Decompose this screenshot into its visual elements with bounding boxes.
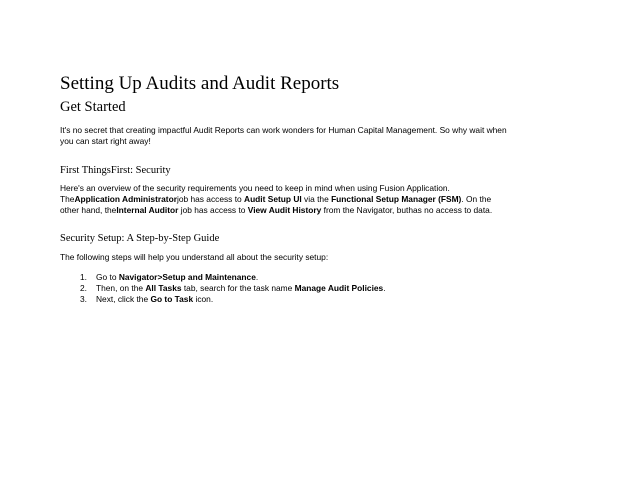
security-text-mid2: via the — [301, 194, 332, 205]
intro-line-1: It's no secret that creating impactful Audit Reports can work wonders for Human Capital Management. So why wait when — [60, 125, 507, 135]
target-view-audit-history: View Audit History — [247, 205, 322, 216]
security-text-mid3: . On the — [461, 194, 492, 205]
step-text: Next, click the — [96, 294, 151, 305]
step-number: 2. — [80, 283, 87, 294]
security-line-3-prefix: other hand, the — [60, 205, 117, 216]
intro-paragraph — [60, 125, 585, 147]
document-subtitle: Get Started — [60, 99, 126, 115]
step-text: . — [255, 272, 259, 282]
list-item — [80, 283, 386, 294]
step-text: Then, on the — [96, 283, 146, 294]
step-number: 1. — [80, 272, 87, 282]
document-title: Setting Up Audits and Audit Reports — [60, 73, 340, 94]
intro-line-2: you can start right away! — [60, 136, 151, 147]
step-text: tab, search for the task name — [181, 283, 295, 294]
role-internal-auditor: Internal Auditor — [116, 205, 179, 216]
step-emphasis: Navigator>Setup and Maintenance — [118, 272, 256, 282]
step-number: 3. — [80, 294, 87, 305]
step-emphasis: Go to Task — [150, 294, 194, 305]
setup-heading: Security Setup: A Step-by-Step Guide — [60, 233, 220, 244]
security-text-prefix: The — [60, 194, 75, 205]
list-item — [80, 272, 386, 283]
security-paragraph — [60, 183, 585, 217]
security-text-end: from the Navigator, buthas no access to data. — [321, 205, 493, 216]
role-application-administrator: Application Administrator — [74, 194, 177, 205]
security-text-mid1: job has access to — [176, 194, 245, 205]
security-line-1: Here's an overview of the security requirements you need to keep in mind when using Fusion Application. — [60, 183, 450, 193]
step-text: Go to — [96, 272, 119, 282]
setup-steps-list — [80, 272, 386, 306]
target-audit-setup-ui: Audit Setup UI — [244, 194, 302, 205]
target-fsm: Functional Setup Manager (FSM) — [331, 194, 462, 205]
security-text-mid4: job has access to — [178, 205, 248, 216]
step-text: icon. — [193, 294, 214, 305]
security-heading: First ThingsFirst: Security — [60, 165, 171, 176]
step-text: . — [383, 283, 386, 294]
step-emphasis: All Tasks — [145, 283, 182, 294]
list-item — [80, 294, 386, 305]
setup-intro: The following steps will help you understand all about the security setup: — [60, 252, 329, 262]
step-emphasis: Manage Audit Policies — [294, 283, 384, 294]
